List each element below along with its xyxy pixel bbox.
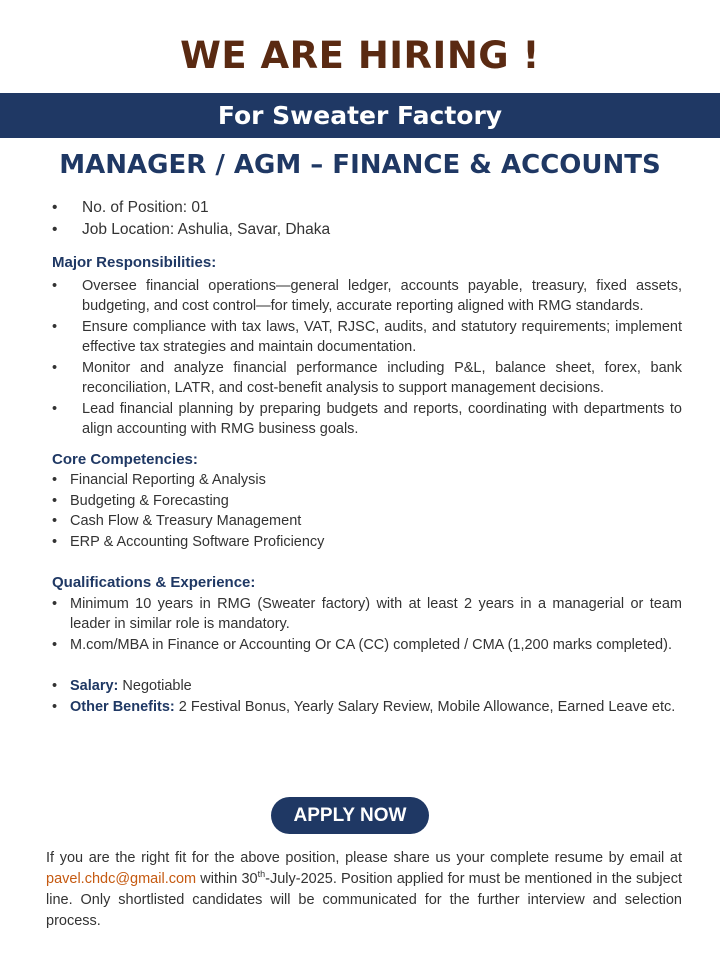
application-instructions xyxy=(46,848,682,932)
benefits-value: 2 Festival Bonus, Yearly Salary Review, Mobile Allowance, Earned Leave etc. xyxy=(178,698,676,715)
job-details xyxy=(52,197,682,717)
benefits-label: Other Benefits: xyxy=(70,698,175,715)
competencies-list xyxy=(52,470,682,552)
deadline-text: within 30 xyxy=(200,871,258,887)
list-item: • ERP & Accounting Software Proficiency xyxy=(52,532,682,553)
positions-count: • No. of Position: 01 xyxy=(52,197,682,219)
list-item: • Lead financial planning by preparing budgets and reports, coordinating with departments to align accounting with RMG business goals. xyxy=(52,399,682,440)
list-item: • Oversee financial operations—general ledger, accounts payable, treasury, fixed assets, budgeting, and cost control—for timely, accurate reporting aligned with RMG standards. xyxy=(52,276,682,317)
competencies-heading: Core Competencies: xyxy=(52,450,198,468)
list-item: • Budgeting & Forecasting xyxy=(52,491,682,512)
instructions-text-end: -July-2025. Position applied for must be mentioned in the subject line. Only shortlisted candidates will be communicated for the further interview and selection process. xyxy=(46,871,683,929)
compensation-list xyxy=(52,676,682,717)
ordinal-suffix: th xyxy=(257,869,266,880)
list-item: • Cash Flow & Treasury Management xyxy=(52,511,682,532)
email-link[interactable]: pavel.chdc@gmail.com xyxy=(46,871,197,887)
factory-banner: For Sweater Factory xyxy=(0,93,720,138)
position-meta xyxy=(52,197,682,241)
qualifications-heading: Qualifications & Experience: xyxy=(52,574,256,591)
salary-value: Negotiable xyxy=(122,678,192,694)
list-item: • Monitor and analyze financial performance including P&L, balance sheet, forex, bank reconciliation, LATR, and cost-benefit analysis to support management decisions. xyxy=(52,358,682,399)
list-item: • Ensure compliance with tax laws, VAT, RJSC, audits, and statutory requirements; implement effective tax strategies and maintain documentation. xyxy=(52,317,682,358)
instructions-text: If you are the right fit for the above position, please share us your complete resume by email at xyxy=(46,850,682,866)
qualifications-list xyxy=(52,594,682,656)
hiring-headline: WE ARE HIRING ! xyxy=(180,34,540,77)
salary-item xyxy=(52,676,682,697)
responsibilities-list xyxy=(52,276,682,440)
salary-label: Salary: xyxy=(70,678,119,694)
responsibilities-heading: Major Responsibilities: xyxy=(52,254,217,271)
list-item: • Minimum 10 years in RMG (Sweater factory) with at least 2 years in a managerial or team leader in similar role is mandatory. xyxy=(52,594,682,635)
list-item: • Financial Reporting & Analysis xyxy=(52,470,682,491)
benefits-item xyxy=(52,697,682,718)
list-item: • M.com/MBA in Finance or Accounting Or CA (CC) completed / CMA (1,200 marks completed). xyxy=(52,635,682,656)
job-location: • Job Location: Ashulia, Savar, Dhaka xyxy=(52,219,682,241)
apply-now-button[interactable]: APPLY NOW xyxy=(271,797,429,834)
job-title: MANAGER / AGM – FINANCE & ACCOUNTS xyxy=(59,150,661,180)
